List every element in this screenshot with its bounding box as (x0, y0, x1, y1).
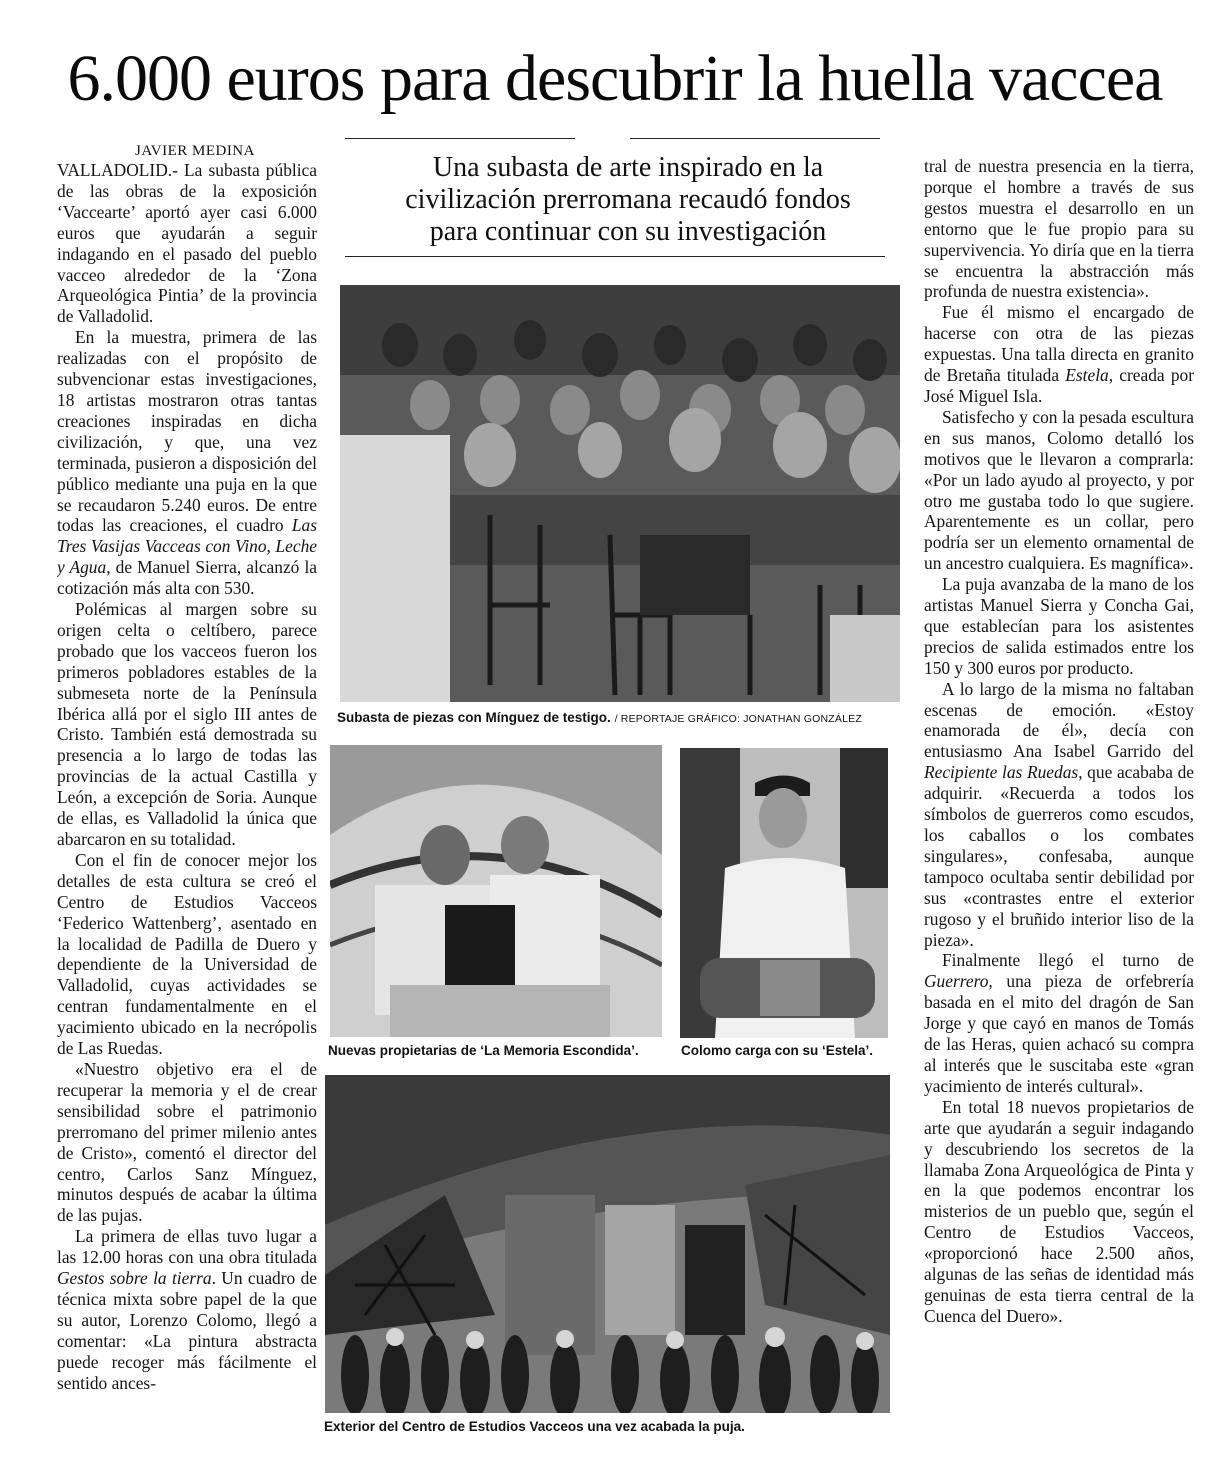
paragraph: tral de nuestra presencia en la tierra, porque el hombre a través de sus gestos muestra el desarrollo en un entorno que le fue propio para su supervivencia. Yo diría que en la tierra se encuentra la abstracción más profunda de nuestra existencia». (924, 156, 1194, 302)
artwork-title: Gestos sobre la tierra (57, 1268, 212, 1289)
photo-credit: / REPORTAJE GRÁFICO: JONATHAN GONZÁLEZ (614, 713, 862, 725)
paragraph: Satisfecho y con la pesada escultura en sus manos, Colomo detalló los motivos que le llevaron a comprarla: «Por un lado ayudo al proyecto, y por otro me gustaba todo lo que sugiere. Aparentemente es un collar, pero podría ser un elemento ornamental de un ancestro cualquiera. Es magnífica». (924, 406, 1194, 574)
headline: 6.000 euros para descubrir la huella vaccea (67, 42, 1163, 115)
paragraph: Polémicas al margen sobre su origen celta o celtíbero, parece probado que los vacceos fueron los primeros pobladores estables de la submeseta norte de la Península Ibérica allá por el siglo III antes de Cristo. También está demostrada su presencia a lo largo de todas las provincias de la actual Castilla y León, a excepción de Soria. Aunque de ellas, es Valladolid la única que abarcaron en su totalidad. (57, 599, 317, 849)
paragraph: En total 18 nuevos propietarios de arte que ayudarán a seguir indagando y descubriendo los secretos de la llamaba Zona Arqueológica de Pinta y en la que podemos encontrar los misterios de un pueblo que, según el Centro de Estudios Vacceos, «proporcionó hace 2.500 años, algunas de las señas de identidad más genuinas de esta tierra central de la Cuenca del Duero». (924, 1096, 1194, 1326)
subheadline: Una subasta de arte inspirado en la civilización prerromana recaudó fondos para continuar con su investigación (405, 152, 851, 247)
artwork-title: Recipiente las Ruedas (924, 762, 1079, 783)
photo-centre-exterior (325, 1075, 890, 1413)
paragraph: Fue él mismo el encargado de hacerse con otra de las piezas expuestas. Una talla directa en granito de Bretaña titulada Estela, creada por José Miguel Isla. (924, 302, 1194, 406)
artwork-title: Estela (1065, 365, 1109, 386)
top-rule-right (630, 138, 880, 139)
article-column-left (57, 160, 317, 1450)
paragraph: La puja avanzaba de la mano de los artistas Manuel Sierra y Concha Gai, que establecían para los asistentes precios de salida estimados entre los 150 y 300 euros por producto. (924, 574, 1194, 678)
top-rule-left (345, 138, 575, 139)
photo-caption: Subasta de piezas con Mínguez de testigo. / REPORTAJE GRÁFICO: JONATHAN GONZÁLEZ (337, 710, 862, 725)
photo-caption: Nuevas propietarias de ‘La Memoria Escondida’. (328, 1043, 639, 1058)
paragraph: En la muestra, primera de las realizadas con el propósito de subvencionar estas investigaciones, 18 artistas mostraron otras tantas creaciones inspiradas en dicha civilización, y que, una vez terminada, pusieron a disposición del público mediante una puja en la que se recaudaron 5.240 euros. De entre todas las creaciones, el cuadro Las Tres Vasijas Vacceas con Vino, Leche y Agua, de Manuel Sierra, alcanzó la cotización más alta con 530. (57, 327, 317, 599)
paragraph: Finalmente llegó el turno de Guerrero, una pieza de orfebrería basada en el mito del dragón de San Jorge y que cayó en manos de Tomás de las Heras, quien achacó su compra al interés que le suscitaba este «gran yacimiento de interés cultural». (924, 950, 1194, 1096)
photo-colomo-estela (680, 748, 888, 1038)
photo-caption: Exterior del Centro de Estudios Vacceos una vez acabada la puja. (324, 1419, 745, 1434)
photo-caption: Colomo carga con su ‘Estela’. (681, 1043, 874, 1058)
photo-new-owners (330, 745, 662, 1037)
paragraph: Con el fin de conocer mejor los detalles de esta cultura se creó el Centro de Estudios Vacceos ‘Federico Wattenberg’, asentado en la localidad de Padilla de Duero y dependiente de la Universidad de Valladolid, cuyas actividades se centran fundamentalmente en el yacimiento ubicado en la necrópolis de Las Ruedas. (57, 849, 317, 1059)
article-column-right (924, 156, 1194, 1456)
paragraph: «Nuestro objetivo era el de recuperar la memoria y el de crear sensibilidad sobre el patrimonio prerromano del primer milenio antes de Cristo», comentó el director del centro, Carlos Sanz Mínguez, minutos después de acabar la última de las pujas. (57, 1058, 317, 1226)
photo-auction-audience (340, 285, 900, 702)
paragraph: La primera de ellas tuvo lugar a las 12.00 horas con una obra titulada Gestos sobre la tierra. Un cuadro de técnica mixta sobre papel de la que su autor, Lorenzo Colomo, llegó a comentar: «La pintura abstracta puede recoger más fácilmente el sentido ances- (57, 1226, 317, 1393)
byline: JAVIER MEDINA (135, 143, 255, 159)
artwork-title: Las Tres Vasijas Vacceas con Vino, Leche y Agua (57, 515, 317, 578)
artwork-title: Guerrero (924, 971, 989, 992)
paragraph: VALLADOLID.- La subasta pública de las obras de la exposición ‘Vaccearte’ aportó ayer casi 6.000 euros que ayudarán a seguir indagando en el pasado del pueblo vacceo alrededor de la ‘Zona Arqueológica Pintia’ de la provincia de Valladolid. (57, 160, 317, 327)
paragraph: A lo largo de la misma no faltaban escenas de emoción. «Estoy enamorada de él», decía con entusiasmo Ana Isabel Garrido del Recipiente las Ruedas, que acababa de adquirir. «Recuerda a todos los símbolos de guerreros como escudos, los caballos o los combates singulares», confesaba, aunque tampoco ocultaba sentir debilidad por sus «contrastes entre el exterior rugoso y el bruñido interior liso de la pieza». (924, 678, 1194, 950)
subhead-rule (345, 256, 885, 257)
